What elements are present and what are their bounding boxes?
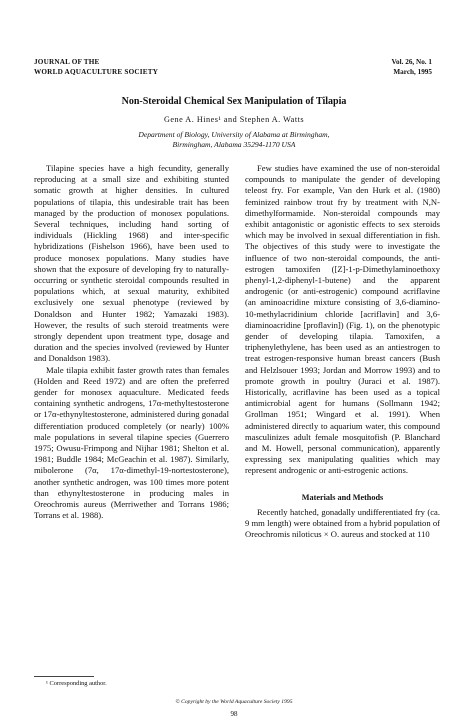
journal-line-1: JOURNAL OF THE <box>34 58 100 66</box>
affiliation-line-1: Department of Biology, University of Alabama at Birmingham, <box>138 130 330 139</box>
body-paragraph: Male tilapia exhibit faster growth rates than females (Holden and Reed 1972) and are often the preferred gender for monosex aquaculture. Medicated feeds containing synthetic androgens, 17α-methyltestosterone or 17α-ethynyltestosterone, administered during gonadal differentiation produced completely (or nearly) 100% male populations in several tilapine species (Guerrero 1975; Owusu-Frimpong and Nijhar 1981; Shelton et al. 1981; Buddle 1984; McGeachin et al. 1987). Similarly, mibolerone (7α, 17α-dimethyl-19-nortestosterone), another synthetic androgen, was 100 times more potent than ethynyltestosterone in producing males in Oreochromis aureus (Merriwether and Torrans 1986; Torrans et al. 1988). <box>34 364 229 521</box>
affiliation-line-2: Birmingham, Alabama 35294-1170 USA <box>172 140 296 149</box>
body-paragraph: Tilapine species have a high fecundity, generally reproducing at a small size and exhibiting stunted somatic growth at higher densities. In cultured populations of tilapia, this undesirable trait has been managed by the production of monosex populations. Several techniques, including hand sorting of individuals (Hickling 1968) and inter-specific hybridizations (Fishelson 1966), have been used to produce monosex populations. Many studies have shown that the exposure of developing fry to naturally-occurring or synthetic steroidal compounds resulted in populations which, at sexual maturity, exhibited exclusively one sexual phenotype (reviewed by Donaldson and Hunter 1982; Yamazaki 1983). However, the results of such steroid treatments were strongly dependent upon treatment type, dosage and duration and the species involved (reviewed by Hunter and Donaldson 1983). <box>34 163 229 364</box>
article-title: Non-Steroidal Chemical Sex Manipulation of Tilapia <box>121 96 347 107</box>
footnote: ¹ Corresponding author. <box>46 680 107 687</box>
methods-paragraph: Recently hatched, gonadally undifferentiated fry (ca. 9 mm length) were obtained from a hybrid population of Oreochromis niloticus × O. aureus and stocked at 110 <box>245 506 440 540</box>
copyright-notice: © Copyright by the World Aquaculture Society 1995 <box>175 699 293 705</box>
volume: Vol. 26, No. 1 <box>391 58 432 66</box>
issue-info <box>392 58 432 77</box>
authors: Gene A. Hines¹ and Stephen A. Watts <box>163 115 305 124</box>
journal-name <box>34 58 158 77</box>
journal-line-2: WORLD AQUACULTURE SOCIETY <box>34 67 159 76</box>
section-heading: Materials and Methods <box>301 492 384 502</box>
page-number: 98 <box>230 710 238 718</box>
footnote-rule <box>34 676 94 677</box>
left-column <box>34 163 229 522</box>
right-column <box>245 163 440 541</box>
body-paragraph: Few studies have examined the use of non-steroidal compounds to manipulate the gender of developing teleost fry. For example, Van den Hurk et al. (1980) feminized rainbow trout fry by treatment with N,N-dimethylformamide. Non-steroidal compounds may exhibit antagonistic or agonistic effects to sex steroids which may be involved in sexual differentiation in fish. The objectives of this study were to investigate the influence of two non-steroidal compounds, the anti-estrogen tamoxifen ([Z]-1-p-Dimethylaminoethoxy phenyl-1,2-diphenyl-1-butene) and the apparent androgenic (or anti-estrogenic) compound acriflavine (an aminoacridine mixture consisting of 3,6-diamino-10-methylacridinium chloride [acriflavin] and 3,6-diaminoacridine [proflavin]) (Fig. 1), on the phenotypic gender of developing tilapia. Tamoxifen, a triphenylethylene, has been used as an antiestrogen to treat estrogen-responsive human breast cancers (Bush and Helzlsouer 1993; Jordan and Morrow 1993) and to promote growth in poultry (Juraci et al. 1987). Historically, acriflavine has been used as a topical antimicrobial agent for humans (Sollmann 1942; Grollman 1951; Wingard et al. 1991). When administered directly to aquarium water, this compound masculinizes adult female mosquitofish (P. Blanchard and M. Howell, personal communication), apparently expressing sex manipulating qualities which may represent androgenic or anti-estrogenic actions. <box>245 163 440 476</box>
issue-date: March, 1995 <box>393 67 432 76</box>
affiliation <box>0 130 468 150</box>
